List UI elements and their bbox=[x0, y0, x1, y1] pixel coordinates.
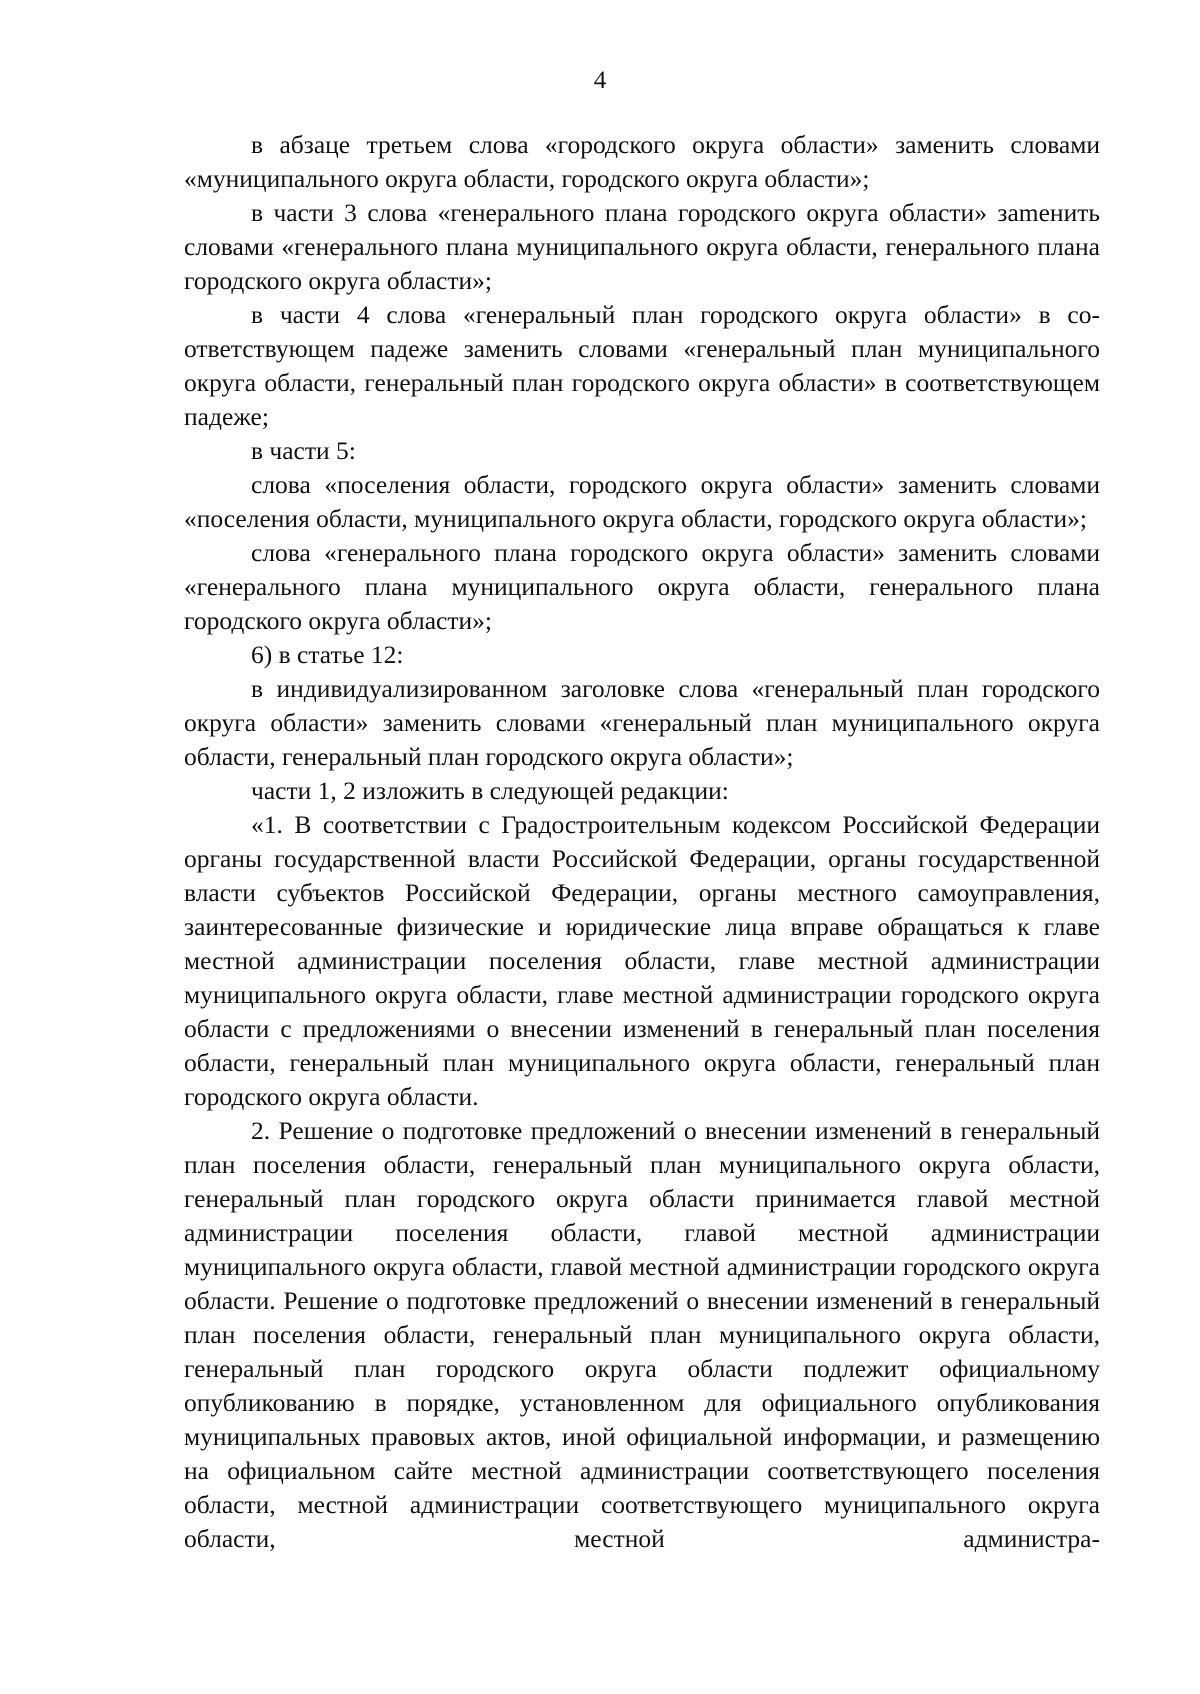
paragraph: слова «генерального плана городского округа области» заменить словами «генерального плана муниципального округа области, генерального плана городского округа области»; bbox=[184, 538, 1100, 635]
paragraph: слова «поселения области, городского округа области» заменить словами «поселения области, муниципального округа области, городского округа области»; bbox=[184, 470, 1100, 533]
page-number: 4 bbox=[593, 67, 607, 94]
paragraph: «1. В соответствии с Градостроительным кодексом Российской Федерации органы государственной власти Российской Федерации, органы государственной власти субъектов Российской Федерации, органы местного самоуправления, заинтересованные физические и юридические лица вправе обращаться к главе местной администрации поселения области, главе местной администрации муниципального округа области, главе местной администрации городского округа области с предложениями о внесении изменений в генеральный план поселения области, генеральный план муниципального округа области, генеральный план городского округа области. bbox=[184, 810, 1100, 1111]
paragraph: в абзаце третьем слова «городского округа области» заменить словами «муниципального округа области, городского округа области»; bbox=[184, 130, 1100, 193]
paragraph: в индивидуализированном заголовке слова «генеральный план городского округа области» заменить словами «генеральный план муниципального округа области, генеральный план городского округа области»; bbox=[184, 674, 1100, 771]
paragraph: в части 5: bbox=[251, 436, 356, 465]
paragraph: 2. Решение о подготовке предложений о внесении изменений в генеральный план поселения области, генеральный план муниципального округа области, генеральный план городского округа области принимается главой местной администрации поселения области, главой местной администрации муниципального округа области, главой местной администрации городского округа области. Решение о подготовке предложений о внесении изменений в генеральный план поселения области, генеральный план муниципального округа области, генеральный план городского округа области подлежит официальному опубликованию в порядке, установленном для официального опубликования муниципальных правовых актов, иной официальной информации, и размещению на официальном сайте местной администрации соответствующего поселения области, местной администрации соответствующего муниципального округа области, местной администра- bbox=[184, 1116, 1100, 1553]
paragraph: в части 4 слова «генеральный план городского округа области» в соответствующем падеже заменить словами «генеральный план муниципального округа области, генеральный план городского округа области» в соответствующем падеже; bbox=[184, 300, 1100, 431]
paragraph: 6) в статье 12: bbox=[251, 640, 404, 669]
paragraph: части 1, 2 изложить в следующей редакции: bbox=[251, 776, 729, 805]
paragraph: в части 3 слова «генерального плана городского округа области» заmенить словами «генерального плана муниципального округа области, генерального плана городского округа области»; bbox=[184, 198, 1100, 295]
document-body bbox=[184, 128, 1100, 1556]
